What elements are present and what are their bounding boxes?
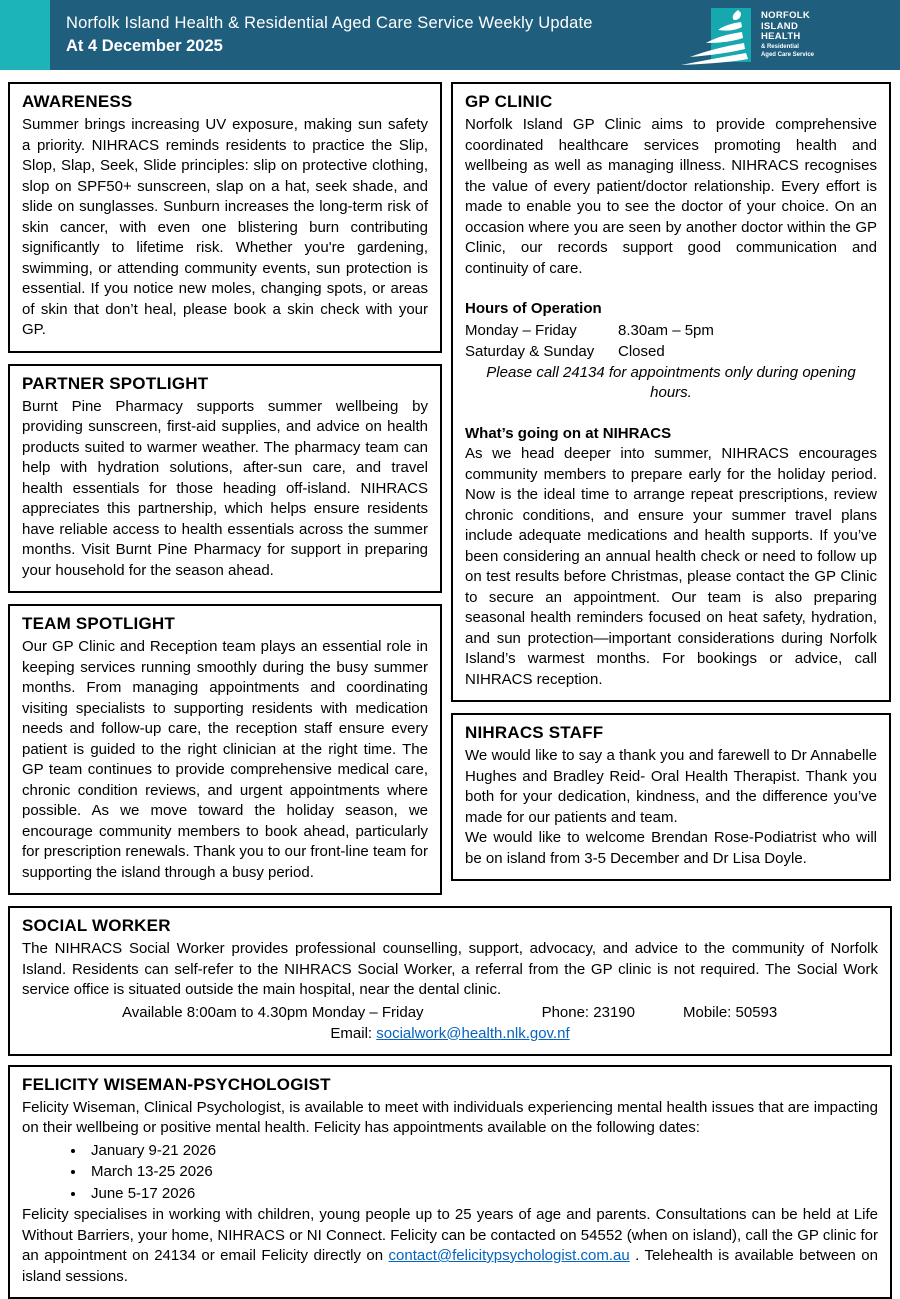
psychologist-section bbox=[8, 1065, 892, 1299]
psychologist-date-item: • January 9-21 2026 bbox=[86, 1140, 878, 1162]
right-column bbox=[451, 82, 891, 906]
header-text-block bbox=[66, 14, 593, 56]
psychologist-intro: Felicity Wiseman, Clinical Psychologist, is available to meet with individuals experiencing mental health issues that are impacting on their wellbeing or positive mental health. Felicity has appointments available on the following dates: bbox=[22, 1098, 878, 1139]
nihracs-staff-title: NIHRACS STAFF bbox=[465, 723, 877, 743]
social-worker-email-row bbox=[22, 1023, 878, 1044]
psychologist-email-link[interactable]: contact@felicitypsychologist.com.au bbox=[389, 1247, 630, 1264]
social-worker-title: SOCIAL WORKER bbox=[22, 916, 878, 936]
pine-tree-icon bbox=[681, 4, 757, 66]
newsletter-body bbox=[0, 70, 900, 1299]
social-worker-section bbox=[8, 906, 892, 1056]
hours-weekend-value: Closed bbox=[618, 341, 665, 362]
psychologist-outro bbox=[22, 1205, 878, 1287]
partner-spotlight-title: PARTNER SPOTLIGHT bbox=[22, 374, 428, 394]
hours-of-operation-title: Hours of Operation bbox=[465, 299, 877, 320]
awareness-title: AWARENESS bbox=[22, 92, 428, 112]
logo-word-island: ISLAND bbox=[761, 22, 814, 33]
team-spotlight-section bbox=[8, 604, 442, 895]
social-worker-contact-row bbox=[22, 1002, 878, 1023]
org-logo bbox=[681, 4, 814, 66]
logo-word-health: HEALTH bbox=[761, 32, 814, 43]
team-spotlight-body: Our GP Clinic and Reception team plays an essential role in keeping services running smoothly during the busy summer months. From managing appointments and coordinating visiting specialists to supporting residents with medication needs and follow-up care, the reception staff ensure every patient is guided to the right clinician at the right time. The GP team continues to provide comprehensive medical care, chronic condition reviews, and urgent appointments where possible. As we move toward the holiday season, we encourage community members to book ahead, particularly for prescription renewals. Thank you to our front-line team for supporting the island through a busy period. bbox=[22, 637, 428, 883]
whats-going-on-body: As we head deeper into summer, NIHRACS encourages community members to prepare early for the holiday period. Now is the ideal time to arrange repeat prescriptions, review chronic conditions, and ensure your summer travel plans include adequate medications and health supports. If you’ve been considering an annual health check or need to follow up on test results before Christmas, please contact the GP Clinic to secure an appointment. Our team is also preparing seasonal health reminders focused on heat safety, hydration, and sun protection—important considerations during Norfolk Island’s warmest months. For bookings or advice, call NIHRACS reception. bbox=[465, 444, 877, 690]
logo-word-norfolk: NORFOLK bbox=[761, 11, 814, 22]
hours-weekday-value: 8.30am – 5pm bbox=[618, 320, 714, 341]
newsletter-title: Norfolk Island Health & Residential Aged Care Service Weekly Update bbox=[66, 14, 593, 33]
psychologist-date-item: • March 13-25 2026 bbox=[86, 1161, 878, 1183]
hours-row-weekend bbox=[465, 341, 877, 362]
gp-clinic-title: GP CLINIC bbox=[465, 92, 877, 112]
newsletter-header bbox=[0, 0, 900, 70]
whats-going-on-title: What’s going on at NIHRACS bbox=[465, 424, 877, 445]
gp-clinic-body: Norfolk Island GP Clinic aims to provide comprehensive coordinated healthcare services promoting health and wellbeing as well as managing illness. NIHRACS recognises the value of every patient/doctor relationship. Every effort is made to enable you to see the doctor of your choice. On an occasion where you are seen by another doctor within the GP Clinic, our records support good communication and continuity of care. bbox=[465, 115, 877, 279]
social-worker-phone: Phone: 23190 bbox=[542, 1002, 635, 1023]
social-worker-email-link[interactable]: socialwork@health.nlk.gov.nf bbox=[376, 1025, 569, 1042]
hours-weekend-label: Saturday & Sunday bbox=[465, 341, 618, 362]
org-logo-text bbox=[761, 11, 814, 59]
left-column bbox=[8, 82, 442, 906]
newsletter-date: At 4 December 2025 bbox=[66, 37, 593, 56]
nihracs-staff-section bbox=[451, 713, 891, 881]
social-worker-availability: Available 8:00am to 4.30pm Monday – Friday bbox=[122, 1002, 424, 1023]
logo-word-aged-care: Aged Care Service bbox=[761, 52, 814, 59]
psychologist-outro-after: . Telehealth is available between on island sessions. bbox=[22, 1247, 878, 1285]
appointments-note: Please call 24134 for appointments only during opening hours. bbox=[465, 363, 877, 404]
nihracs-staff-farewell: We would like to say a thank you and farewell to Dr Annabelle Hughes and Bradley Reid- Oral Health Therapist. Thank you both for your dedication, kindness, and the difference you’ve made for our patients and team. bbox=[465, 746, 877, 828]
social-worker-mobile: Mobile: 50593 bbox=[683, 1002, 777, 1023]
hours-weekday-label: Monday – Friday bbox=[465, 320, 618, 341]
social-worker-body: The NIHRACS Social Worker provides professional counselling, support, advocacy, and advice to the community of Norfolk Island. Residents can self-refer to the NIHRACS Social Worker, a referral from the GP clinic is not required. The Social Work service office is situated outside the main hospital, near the dental clinic. bbox=[22, 939, 878, 1001]
nihracs-staff-welcome: We would like to welcome Brendan Rose-Podiatrist who will be on island from 3-5 December and Dr Lisa Doyle. bbox=[465, 828, 877, 869]
header-accent-bar bbox=[0, 0, 50, 70]
partner-spotlight-body: Burnt Pine Pharmacy supports summer wellbeing by providing sunscreen, first-aid supplies, and advice on health products suited to warmer weather. The pharmacy team can help with hydration solutions, after-sun care, and travel health essentials for those heading off-island. NIHRACS appreciates this partnership, which helps ensure residents have reliable access to health essentials across the summer months. Visit Burnt Pine Pharmacy for support in preparing your household for the season ahead. bbox=[22, 397, 428, 582]
psychologist-dates-list bbox=[22, 1140, 878, 1205]
team-spotlight-title: TEAM SPOTLIGHT bbox=[22, 614, 428, 634]
awareness-body: Summer brings increasing UV exposure, making sun safety a priority. NIHRACS reminds residents to practice the Slip, Slop, Slap, Seek, Slide principles: slip on protective clothing, slop on SPF50+ sunscreen, slap on a hat, seek shade, and slide on sunglasses. Sunburn increases the long-term risk of skin cancer, with even one blistering burn contributing significantly to lifetime risk. Whether you're gardening, swimming, or attending community events, sun protection is essential. If you notice new moles, changing spots, or areas of skin that don’t heal, please book a skin check with your GP. bbox=[22, 115, 428, 341]
psychologist-outro-before: Felicity specialises in working with children, young people up to 25 years of age and parents. Consultations can be held at Life Without Barriers, your home, NIHRACS or NI Connect. Felicity can be contacted on 54552 (when on island), call the GP clinic for an appointment on 24134 or email Felicity directly on bbox=[22, 1206, 878, 1264]
psychologist-date-item: • June 5-17 2026 bbox=[86, 1183, 878, 1205]
hours-row-weekdays bbox=[465, 320, 877, 341]
gp-clinic-section bbox=[451, 82, 891, 702]
awareness-section bbox=[8, 82, 442, 353]
social-worker-email-label: Email: bbox=[330, 1025, 376, 1042]
logo-word-residential: & Residential bbox=[761, 44, 814, 51]
psychologist-title: FELICITY WISEMAN-PSYCHOLOGIST bbox=[22, 1075, 878, 1095]
partner-spotlight-section bbox=[8, 364, 442, 594]
